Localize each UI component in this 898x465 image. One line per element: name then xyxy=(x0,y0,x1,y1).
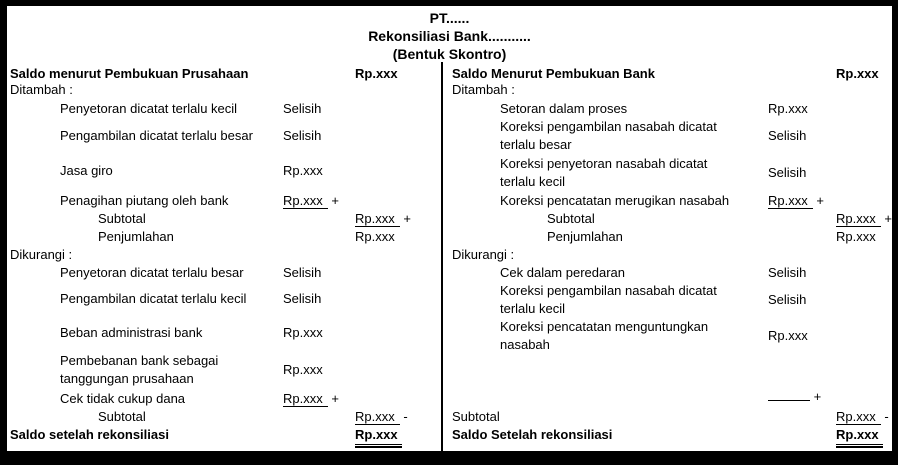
row-amount: Rp.xxx xyxy=(283,163,323,178)
row-amount: Rp.xxx xyxy=(355,229,395,244)
row-amount: Rp.xxx xyxy=(768,328,808,343)
row-label: Pembebanan bank sebagai tanggungan prusahaan xyxy=(60,353,219,386)
row-label: Jasa giro xyxy=(60,163,113,178)
row-label: Dikurangi : xyxy=(10,247,73,262)
row-amount: Selisih xyxy=(283,101,322,116)
row-label: Cek tidak cukup dana xyxy=(60,391,186,406)
row-label: Ditambah : xyxy=(452,82,515,97)
row-label: Saldo menurut Pembukuan Prusahaan xyxy=(10,66,249,81)
row-amount: Rp.xxx + xyxy=(768,193,824,208)
company-book-column xyxy=(7,62,443,451)
row-label: Koreksi pengambilan nasabah dicatat terlalu kecil xyxy=(500,283,717,316)
row-amount: Selisih xyxy=(283,265,322,280)
row-label: Subtotal xyxy=(547,211,595,226)
row-amount: Rp.xxx + xyxy=(355,211,411,226)
row-label: Koreksi pengambilan nasabah dicatat terlalu besar xyxy=(500,119,717,152)
title-block xyxy=(7,6,892,62)
row-label: Koreksi pencatatan merugikan nasabah xyxy=(500,193,730,208)
row-amount: Rp.xxx + xyxy=(836,211,892,226)
row-amount: Selisih xyxy=(768,292,807,307)
row-amount: Rp.xxx xyxy=(836,426,883,445)
row-label: Setoran dalam proses xyxy=(500,101,628,116)
row-amount: Rp.xxx xyxy=(283,362,323,377)
row-amount: Rp.xxx - xyxy=(836,409,889,424)
row-label: Penjumlahan xyxy=(98,229,174,244)
row-amount: Rp.xxx xyxy=(355,426,402,445)
row-amount: Rp.xxx xyxy=(355,66,398,81)
row-label: Penyetoran dicatat terlalu kecil xyxy=(60,101,238,116)
row-amount: Rp.xxx - xyxy=(355,409,408,424)
row-label: Cek dalam peredaran xyxy=(500,265,626,280)
row-label: Penagihan piutang oleh bank xyxy=(60,193,229,208)
row-amount: Rp.xxx + xyxy=(283,391,339,406)
row-label: Koreksi pencatatan menguntungkan nasabah xyxy=(500,319,709,352)
row-amount: Selisih xyxy=(283,128,322,143)
row-label: Koreksi penyetoran nasabah dicatat terlalu kecil xyxy=(500,156,708,189)
row-label: Penjumlahan xyxy=(547,229,623,244)
row-amount: Selisih xyxy=(283,291,322,306)
row-label: Saldo setelah rekonsiliasi xyxy=(10,427,169,442)
row-label: Subtotal xyxy=(98,409,146,424)
company-title: PT...... xyxy=(429,10,470,26)
form-type-title: (Bentuk Skontro) xyxy=(392,46,507,62)
row-label: Saldo Menurut Pembukuan Bank xyxy=(452,66,655,81)
row-label: Penyetoran dicatat terlalu besar xyxy=(60,265,244,280)
row-label: Dikurangi : xyxy=(452,247,515,262)
document-title: Rekonsiliasi Bank........... xyxy=(368,28,531,44)
row-amount: Rp.xxx + xyxy=(283,193,339,208)
bank-book-column xyxy=(445,62,892,451)
row-label: Beban administrasi bank xyxy=(60,325,203,340)
row-amount: Rp.xxx xyxy=(768,101,808,116)
row-label: Subtotal xyxy=(98,211,146,226)
row-amount: + xyxy=(768,388,821,406)
row-amount: Rp.xxx xyxy=(836,229,876,244)
row-label: Subtotal xyxy=(452,409,500,424)
row-label: Saldo Setelah rekonsiliasi xyxy=(452,427,613,442)
reconciliation-columns xyxy=(7,62,892,451)
row-amount: Selisih xyxy=(768,265,807,280)
row-amount: Rp.xxx xyxy=(836,66,879,81)
row-amount: Selisih xyxy=(768,128,807,143)
row-label: Pengambilan dicatat terlalu kecil xyxy=(60,291,247,306)
row-label: Ditambah : xyxy=(10,82,73,97)
row-amount: Rp.xxx xyxy=(283,325,323,340)
row-amount: Selisih xyxy=(768,165,807,180)
row-label: Pengambilan dicatat terlalu besar xyxy=(60,128,253,143)
